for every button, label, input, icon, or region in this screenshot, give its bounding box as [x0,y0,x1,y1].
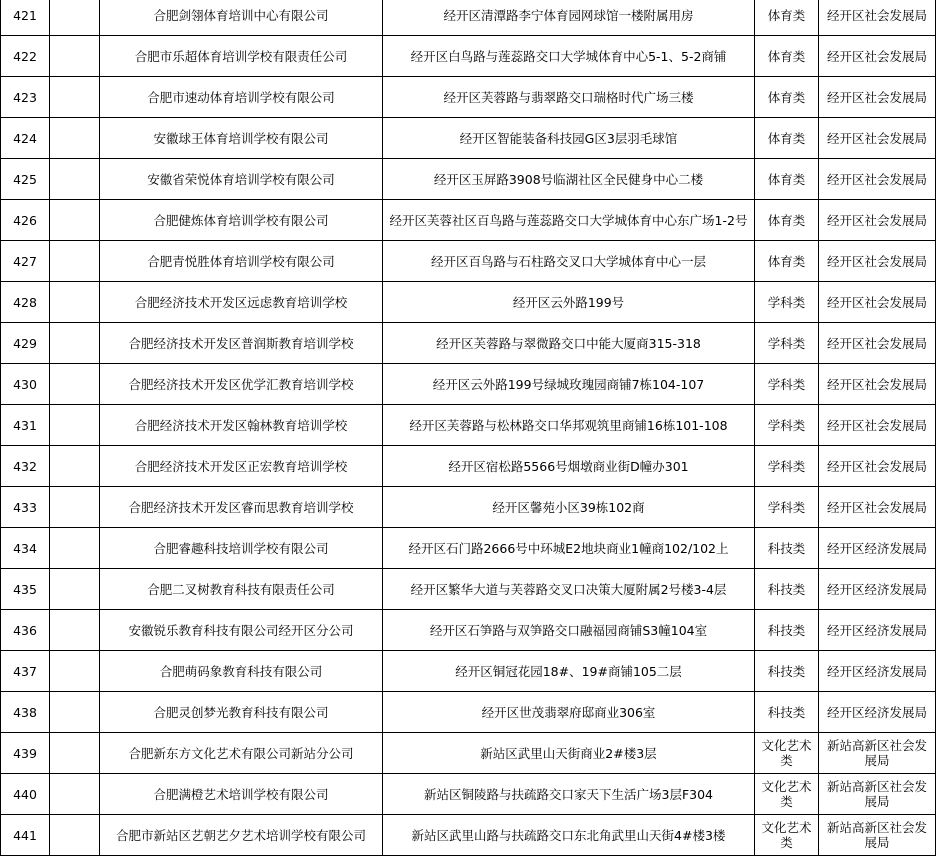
region-group-cell [50,405,100,446]
institution-name: 合肥灵创梦光教育科技有限公司 [100,692,383,733]
table-row [1,36,936,77]
institution-name: 合肥剑翎体育培训中心有限公司 [100,0,383,36]
row-number: 439 [1,733,50,774]
row-number: 426 [1,200,50,241]
institution-address: 经开区馨苑小区39栋102商 [383,487,755,528]
institution-category: 学科类 [755,282,819,323]
table-row [1,282,936,323]
institution-address: 经开区芙蓉路与翡翠路交口瑞格时代广场三楼 [383,77,755,118]
table-row [1,118,936,159]
supervising-authority: 新站高新区社会发展局 [819,774,936,815]
institution-address: 新站区武里山路与扶疏路交口东北角武里山天街4#楼3楼 [383,815,755,856]
institution-address: 经开区芙蓉路与翠微路交口中能大厦商315-318 [383,323,755,364]
supervising-authority: 新站高新区社会发展局 [819,733,936,774]
row-number: 437 [1,651,50,692]
row-number: 441 [1,815,50,856]
institution-category: 学科类 [755,405,819,446]
table-body [1,0,936,856]
institution-address: 经开区芙蓉社区百鸟路与莲蕊路交口大学城体育中心东广场1-2号 [383,200,755,241]
row-number: 427 [1,241,50,282]
institution-category: 体育类 [755,118,819,159]
institution-address: 经开区百鸟路与石柱路交叉口大学城体育中心一层 [383,241,755,282]
institution-category: 科技类 [755,651,819,692]
supervising-authority: 经开区社会发展局 [819,118,936,159]
supervising-authority: 经开区社会发展局 [819,36,936,77]
row-number: 431 [1,405,50,446]
supervising-authority: 新站高新区社会发展局 [819,815,936,856]
row-number: 440 [1,774,50,815]
region-group-cell [50,733,100,774]
institution-address: 经开区清潭路李宁体育园网球馆一楼附属用房 [383,0,755,36]
institution-name: 合肥青悦胜体育培训学校有限公司 [100,241,383,282]
row-number: 430 [1,364,50,405]
supervising-authority: 经开区社会发展局 [819,282,936,323]
region-group-cell [50,36,100,77]
institution-name: 合肥市速动体育培训学校有限公司 [100,77,383,118]
institution-category: 体育类 [755,241,819,282]
row-number: 422 [1,36,50,77]
institution-address: 经开区石笋路与双笋路交口融福园商铺S3幢104室 [383,610,755,651]
table-row [1,405,936,446]
supervising-authority: 经开区经济发展局 [819,651,936,692]
region-group-cell [50,364,100,405]
institution-address: 新站区铜陵路与扶疏路交口家天下生活广场3层F304 [383,774,755,815]
institution-address: 经开区铜冠花园18#、19#商铺105二层 [383,651,755,692]
row-number: 436 [1,610,50,651]
row-number: 432 [1,446,50,487]
region-group-cell [50,77,100,118]
table-row [1,0,936,36]
table-row [1,364,936,405]
supervising-authority: 经开区经济发展局 [819,692,936,733]
institution-category: 科技类 [755,528,819,569]
table-row [1,446,936,487]
region-group-cell [50,118,100,159]
institution-address: 经开区云外路199号 [383,282,755,323]
institution-name: 安徽锐乐教育科技有限公司经开区分公司 [100,610,383,651]
row-number: 423 [1,77,50,118]
table-row [1,569,936,610]
institution-name: 合肥市乐超体育培训学校有限责任公司 [100,36,383,77]
institution-category: 文化艺术类 [755,733,819,774]
institution-address: 新站区武里山天街商业2#楼3层 [383,733,755,774]
institution-name: 合肥经济技术开发区正宏教育培训学校 [100,446,383,487]
supervising-authority: 经开区社会发展局 [819,364,936,405]
row-number: 425 [1,159,50,200]
institution-category: 体育类 [755,36,819,77]
institution-category: 体育类 [755,159,819,200]
institution-name: 合肥健炼体育培训学校有限公司 [100,200,383,241]
region-group-cell [50,282,100,323]
institution-name: 安徽省荣悦体育培训学校有限公司 [100,159,383,200]
supervising-authority: 经开区社会发展局 [819,487,936,528]
region-group-cell [50,323,100,364]
institution-category: 体育类 [755,0,819,36]
table-row [1,610,936,651]
region-group-cell [50,487,100,528]
institution-address: 经开区宿松路5566号烟墩商业街D幢办301 [383,446,755,487]
table-row [1,651,936,692]
supervising-authority: 经开区社会发展局 [819,159,936,200]
table-row [1,733,936,774]
row-number: 434 [1,528,50,569]
institution-category: 文化艺术类 [755,815,819,856]
row-number: 429 [1,323,50,364]
institution-address: 经开区云外路199号绿城玫瑰园商铺7栋104-107 [383,364,755,405]
institution-name: 安徽球王体育培训学校有限公司 [100,118,383,159]
region-group-cell [50,241,100,282]
table-row [1,241,936,282]
institution-name: 合肥经济技术开发区翰林教育培训学校 [100,405,383,446]
region-group-cell [50,774,100,815]
institution-category: 学科类 [755,323,819,364]
supervising-authority: 经开区社会发展局 [819,77,936,118]
institution-address: 经开区芙蓉路与松林路交口华邦观筑里商铺16栋101-108 [383,405,755,446]
table-row [1,487,936,528]
region-group-cell [50,446,100,487]
institution-name: 合肥睿趣科技培训学校有限公司 [100,528,383,569]
supervising-authority: 经开区经济发展局 [819,528,936,569]
table-row [1,77,936,118]
institution-name: 合肥萌码象教育科技有限公司 [100,651,383,692]
supervising-authority: 经开区经济发展局 [819,569,936,610]
row-number: 433 [1,487,50,528]
region-group-cell [50,651,100,692]
institution-category: 体育类 [755,77,819,118]
row-number: 421 [1,0,50,36]
institution-name: 合肥经济技术开发区优学汇教育培训学校 [100,364,383,405]
institution-category: 文化艺术类 [755,774,819,815]
supervising-authority: 经开区社会发展局 [819,446,936,487]
table-row [1,774,936,815]
row-number: 428 [1,282,50,323]
institution-name: 合肥满橙艺术培训学校有限公司 [100,774,383,815]
supervising-authority: 经开区社会发展局 [819,200,936,241]
institution-category: 科技类 [755,569,819,610]
region-group-cell [50,528,100,569]
institution-category: 科技类 [755,692,819,733]
region-group-cell [50,815,100,856]
institution-address: 经开区繁华大道与芙蓉路交叉口决策大厦附属2号楼3-4层 [383,569,755,610]
table-row [1,200,936,241]
institution-address: 经开区石门路2666号中环城E2地块商业1幢商102/102上 [383,528,755,569]
region-group-cell [50,200,100,241]
institution-address: 经开区白鸟路与莲蕊路交口大学城体育中心5-1、5-2商铺 [383,36,755,77]
region-group-cell [50,569,100,610]
table-row [1,323,936,364]
row-number: 435 [1,569,50,610]
institution-name: 合肥经济技术开发区远虑教育培训学校 [100,282,383,323]
institution-name: 合肥市新站区艺朝艺夕艺术培训学校有限公司 [100,815,383,856]
institution-address: 经开区玉屏路3908号临湖社区全民健身中心二楼 [383,159,755,200]
institution-name: 合肥经济技术开发区普润斯教育培训学校 [100,323,383,364]
institution-name: 合肥二叉树教育科技有限责任公司 [100,569,383,610]
institution-address: 经开区智能装备科技园G区3层羽毛球馆 [383,118,755,159]
table-row [1,692,936,733]
institution-category: 学科类 [755,364,819,405]
institution-address: 经开区世茂翡翠府邸商业306室 [383,692,755,733]
table-row [1,528,936,569]
institution-category: 学科类 [755,446,819,487]
region-group-cell [50,159,100,200]
supervising-authority: 经开区经济发展局 [819,610,936,651]
institution-category: 学科类 [755,487,819,528]
table-row [1,159,936,200]
region-group-cell [50,610,100,651]
supervising-authority: 经开区社会发展局 [819,405,936,446]
region-group-cell [50,0,100,36]
institution-category: 科技类 [755,610,819,651]
institution-name: 合肥新东方文化艺术有限公司新站分公司 [100,733,383,774]
supervising-authority: 经开区社会发展局 [819,0,936,36]
row-number: 424 [1,118,50,159]
supervising-authority: 经开区社会发展局 [819,241,936,282]
table-row [1,815,936,856]
institution-category: 体育类 [755,200,819,241]
region-group-cell [50,692,100,733]
institution-name: 合肥经济技术开发区睿而思教育培训学校 [100,487,383,528]
row-number: 438 [1,692,50,733]
supervising-authority: 经开区社会发展局 [819,323,936,364]
